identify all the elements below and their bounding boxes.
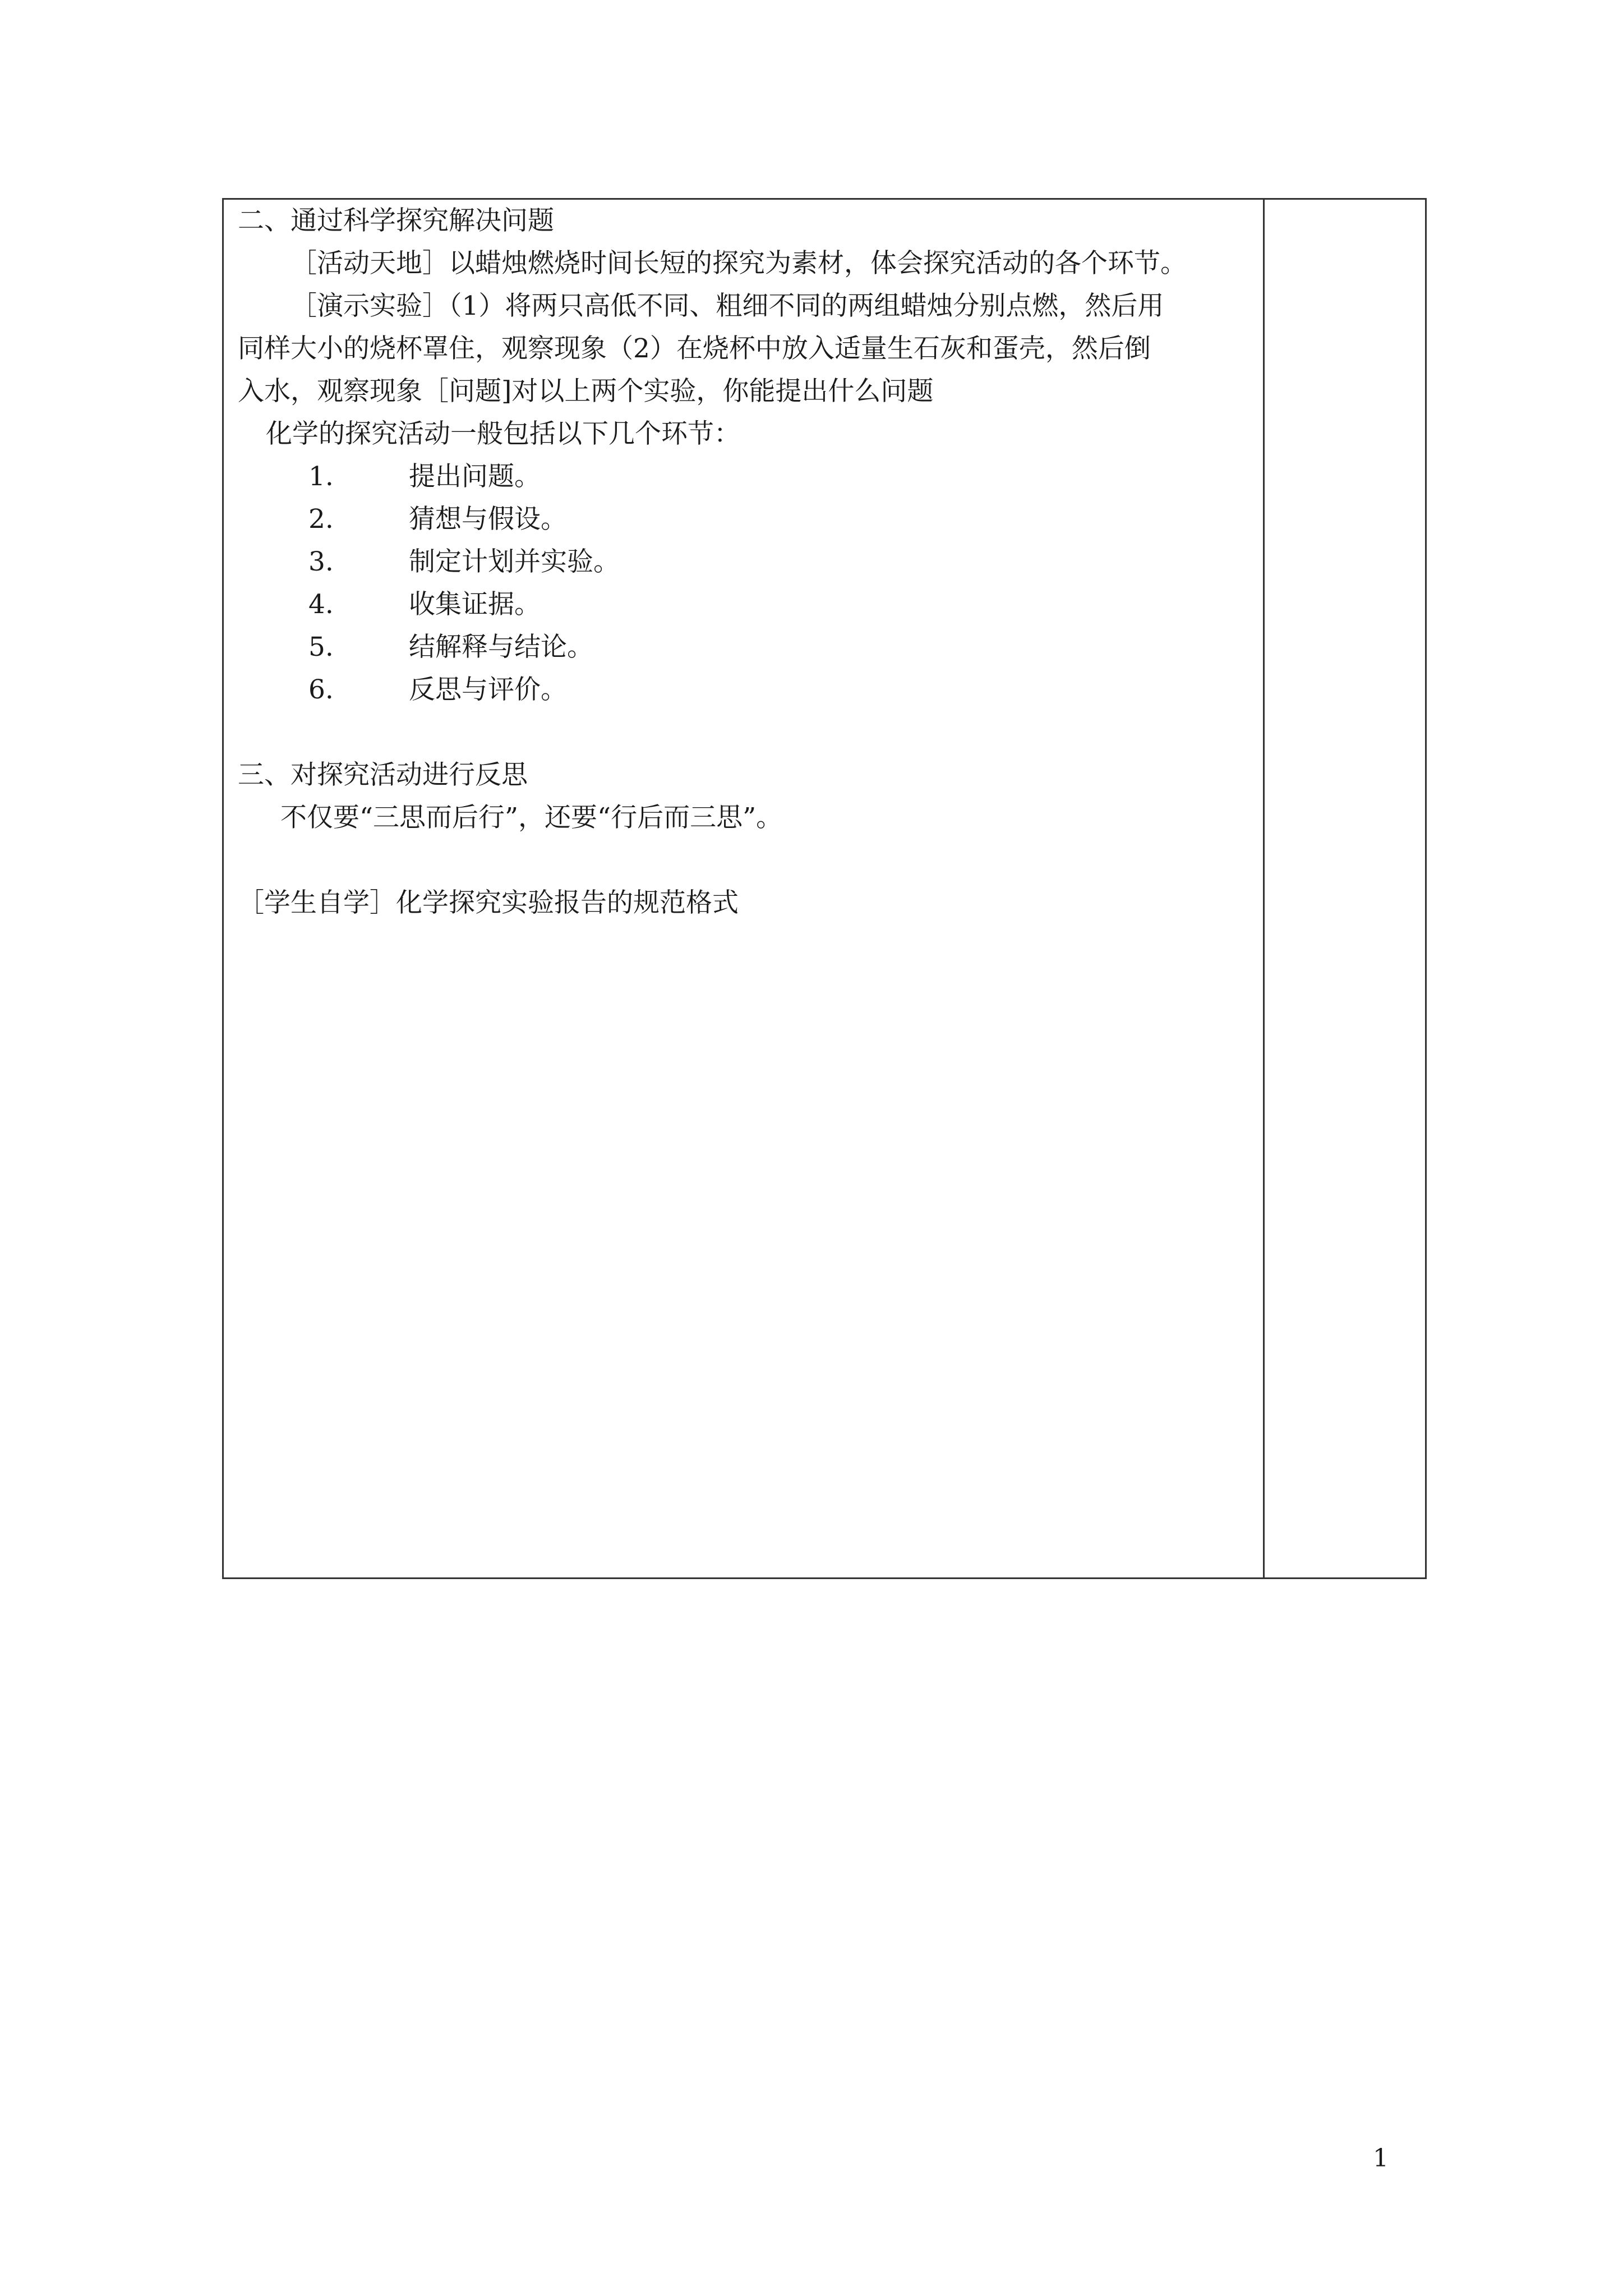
step-item — [238, 583, 1256, 626]
step-item — [238, 455, 1256, 498]
main-content-cell — [224, 200, 1265, 1577]
step-number: 1. — [308, 461, 334, 492]
step-text: 反思与评价。 — [409, 674, 567, 705]
step-number: 2. — [308, 504, 334, 535]
step-number: 6. — [308, 674, 334, 705]
step-text: 猜想与假设。 — [409, 504, 567, 535]
reflection-quote: 不仅要“三思而后行”，还要“行后而三思”。 — [280, 802, 783, 833]
section-3-title: 三、对探究活动进行反思 — [238, 760, 528, 790]
step-text: 结解释与结论。 — [409, 632, 593, 662]
steps-list — [238, 455, 1256, 711]
step-number: 5. — [308, 632, 334, 662]
demo-experiment-line-3: 入水，观察现象［问题]对以上两个实验，你能提出什么问题 — [238, 376, 934, 407]
step-item — [238, 669, 1256, 711]
notes-cell — [1265, 200, 1425, 1577]
step-text: 提出问题。 — [409, 461, 541, 492]
demo-experiment-line-2: 同样大小的烧杯罩住，观察现象（2）在烧杯中放入适量生石灰和蛋壳，然后倒 — [238, 333, 1151, 364]
step-number: 3. — [308, 546, 334, 577]
section-2-title: 二、通过科学探究解决问题 — [238, 205, 554, 236]
self-study-line: ［学生自学］化学探究实验报告的规范格式 — [238, 887, 739, 918]
step-item — [238, 541, 1256, 583]
content-body — [238, 200, 1256, 924]
step-text: 制定计划并实验。 — [409, 546, 620, 577]
step-text: 收集证据。 — [409, 589, 541, 620]
page-number: 1 — [1373, 2144, 1389, 2173]
step-item — [238, 626, 1256, 669]
spacer — [238, 839, 1256, 882]
lesson-table — [222, 198, 1427, 1579]
steps-intro: 化学的探究活动一般包括以下几个环节： — [266, 418, 740, 449]
step-item — [238, 498, 1256, 541]
spacer — [238, 711, 1256, 754]
demo-experiment-line-1: ［演示实验］（1）将两只高低不同、粗细不同的两组蜡烛分别点燃，然后用 — [291, 291, 1164, 321]
step-number: 4. — [308, 589, 334, 620]
activity-paragraph: ［活动天地］以蜡烛燃烧时间长短的探究为素材，体会探究活动的各个环节。 — [291, 248, 1187, 279]
